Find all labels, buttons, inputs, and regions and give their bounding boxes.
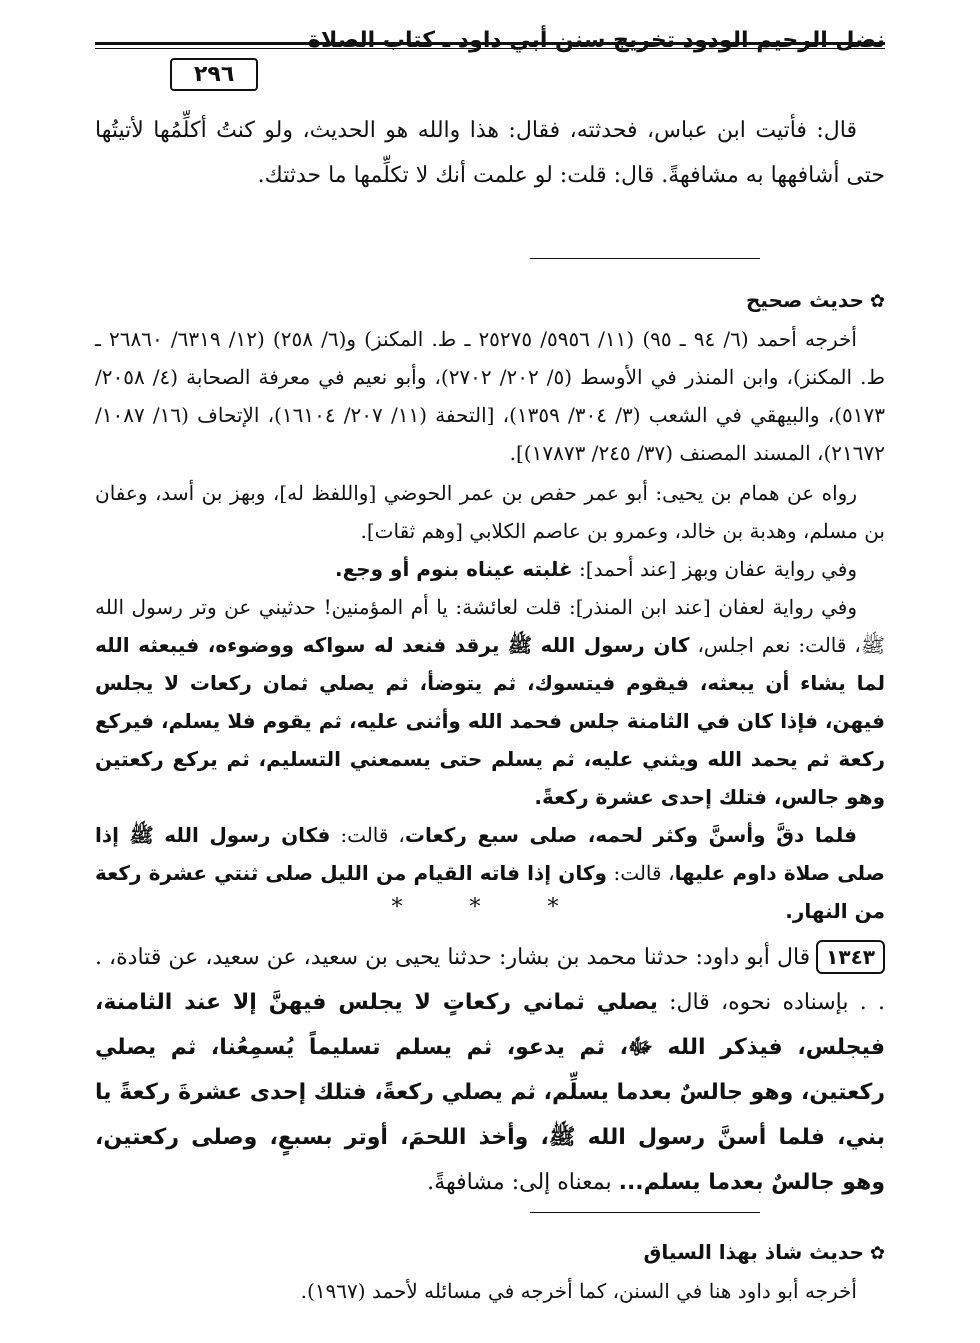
riwaya-affan-bahz: وفي رواية عفان وبهز [عند أحمد]: غلبته عيناه بنوم أو وجع.	[334, 557, 857, 581]
hadith-number-badge: ١٣٤٣	[816, 940, 885, 974]
section-divider-2	[530, 1212, 760, 1213]
section-sahih	[95, 282, 885, 930]
intro-paragraph: قال: فأتيت ابن عباس، فحدثته، فقال: هذا والله هو الحديث، ولو كنتُ أكلِّمُها لأتيتُها حتى أشافهها به مشافهةً. قال: قلت: لو علمت أنك لا تكلِّمها ما حدثتك.	[95, 118, 885, 188]
shadh-paragraph: أخرجه أبو داود هنا في السنن، كما أخرجه في مسائله لأحمد (١٩٦٧).	[300, 1279, 857, 1303]
rawah-paragraph: رواه عن همام بن يحيى: أبو عمر حفص بن عمر الحوضي [واللفظ له]، وبهز بن أسد، وعفان بن مسلم، وهدبة بن خالد، وعمرو بن عاصم الكلابي [وهم ثقات].	[95, 481, 885, 543]
page-number: ٢٩٦	[170, 58, 258, 91]
hadith-1343	[95, 935, 885, 1205]
intro-block	[95, 108, 885, 198]
rose-icon: ✿	[869, 291, 885, 312]
section-heading-shadh: ✿حديث شاذ بهذا السياق	[643, 1240, 885, 1264]
separator-block	[95, 888, 885, 928]
section-divider	[530, 258, 760, 259]
riwaya-continuation: فلما دقَّ وأسنَّ وكثر لحمه، صلى سبع ركعات، قالت: فكان رسول الله ﷺ إذا صلى صلاة داوم عليها، قالت: وكان إذا فاته القيام من الليل صلى ثنتي عشرة ركعة من النهار.	[95, 823, 886, 923]
riwaya-affan-ibn-mundhir: وفي رواية لعفان [عند ابن المنذر]: قلت لعائشة: يا أم المؤمنين! حدثيني عن وتر رسول الله ﷺ، قالت: نعم اجلس، كان رسول الله ﷺ يرقد فنعد له سواكه ووضوءه، فيبعثه الله لما يشاء أن يبعثه، فيقوم فيتسوك، ثم يتوضأ، ثم يصلي ثمان ركعات لا يجلس فيهن، فإذا كان في الثامنة جلس فحمد الله وأثنى عليه، ثم يقوم فلا يسلم، فيركع ركعة ثم يحمد الله ويثني عليه، ثم يسلم حتى يسمعني التسليم، ثم يركع ركعتين وهو جالس، فتلك إحدى عشرة ركعةً.	[95, 595, 885, 809]
section-shadh	[95, 1234, 885, 1310]
section-heading-sahih: ✿حديث صحيح	[745, 288, 885, 312]
header-rule	[95, 42, 885, 45]
header-rule-thin	[95, 48, 885, 49]
rose-icon: ✿	[869, 1243, 885, 1264]
takhrij-paragraph: أخرجه أحمد (٦/ ٩٤ ـ ٩٥) (١١/ ٥٩٥٦/ ٢٥٢٧٥ ـ ط. المكنز) و(٦/ ٢٥٨) (١٢/ ٦٣١٩/ ٢٦٨٦٠ ـ ط. المكنز)، وابن المنذر في الأوسط (٥/ ٢٠٢/ ٢٧٠٢)، وأبو نعيم في معرفة الصحابة (٤/ ٢٠٥٨/ ٥١٧٣)، والبيهقي في الشعب (٣/ ٣٠٤/ ١٣٥٩)، [التحفة (١١/ ٢٠٧/ ١٦١٠٤)، الإتحاف (١٦/ ١٠٨٧/ ٢١٦٧٢)، المسند المصنف (٣٧/ ٢٤٥/ ١٧٨٧٣)].	[95, 327, 885, 465]
running-header-title: نضل الرحيم الودود تخريج سنن أبي داود ـ كتاب الصلاة	[308, 28, 885, 53]
stars-separator: * * *	[391, 895, 589, 920]
hadith-paragraph: ١٣٤٣قال أبو داود: حدثنا محمد بن بشار: حدثنا يحيى بن سعيد، عن سعيد، عن قتادة، . . . بإسناده نحوه، قال: يصلي ثماني ركعاتٍ لا يجلس فيهنَّ إلا عند الثامنة، فيجلس، فيذكر الله ﷻ، ثم يدعو، ثم يسلم تسليماً يُسمِعُنا، ثم يصلي ركعتين، وهو جالسٌ بعدما يسلِّم، ثم يصلي ركعةً، فتلك إحدى عشرةَ ركعةً يا بني، فلما أسنَّ رسول الله ﷺ، وأخذ اللحمَ، أوتر بسبعٍ، وصلى ركعتين، وهو جالسٌ بعدما يسلم... بمعناه إلى: مشافهةً.	[95, 935, 885, 1205]
